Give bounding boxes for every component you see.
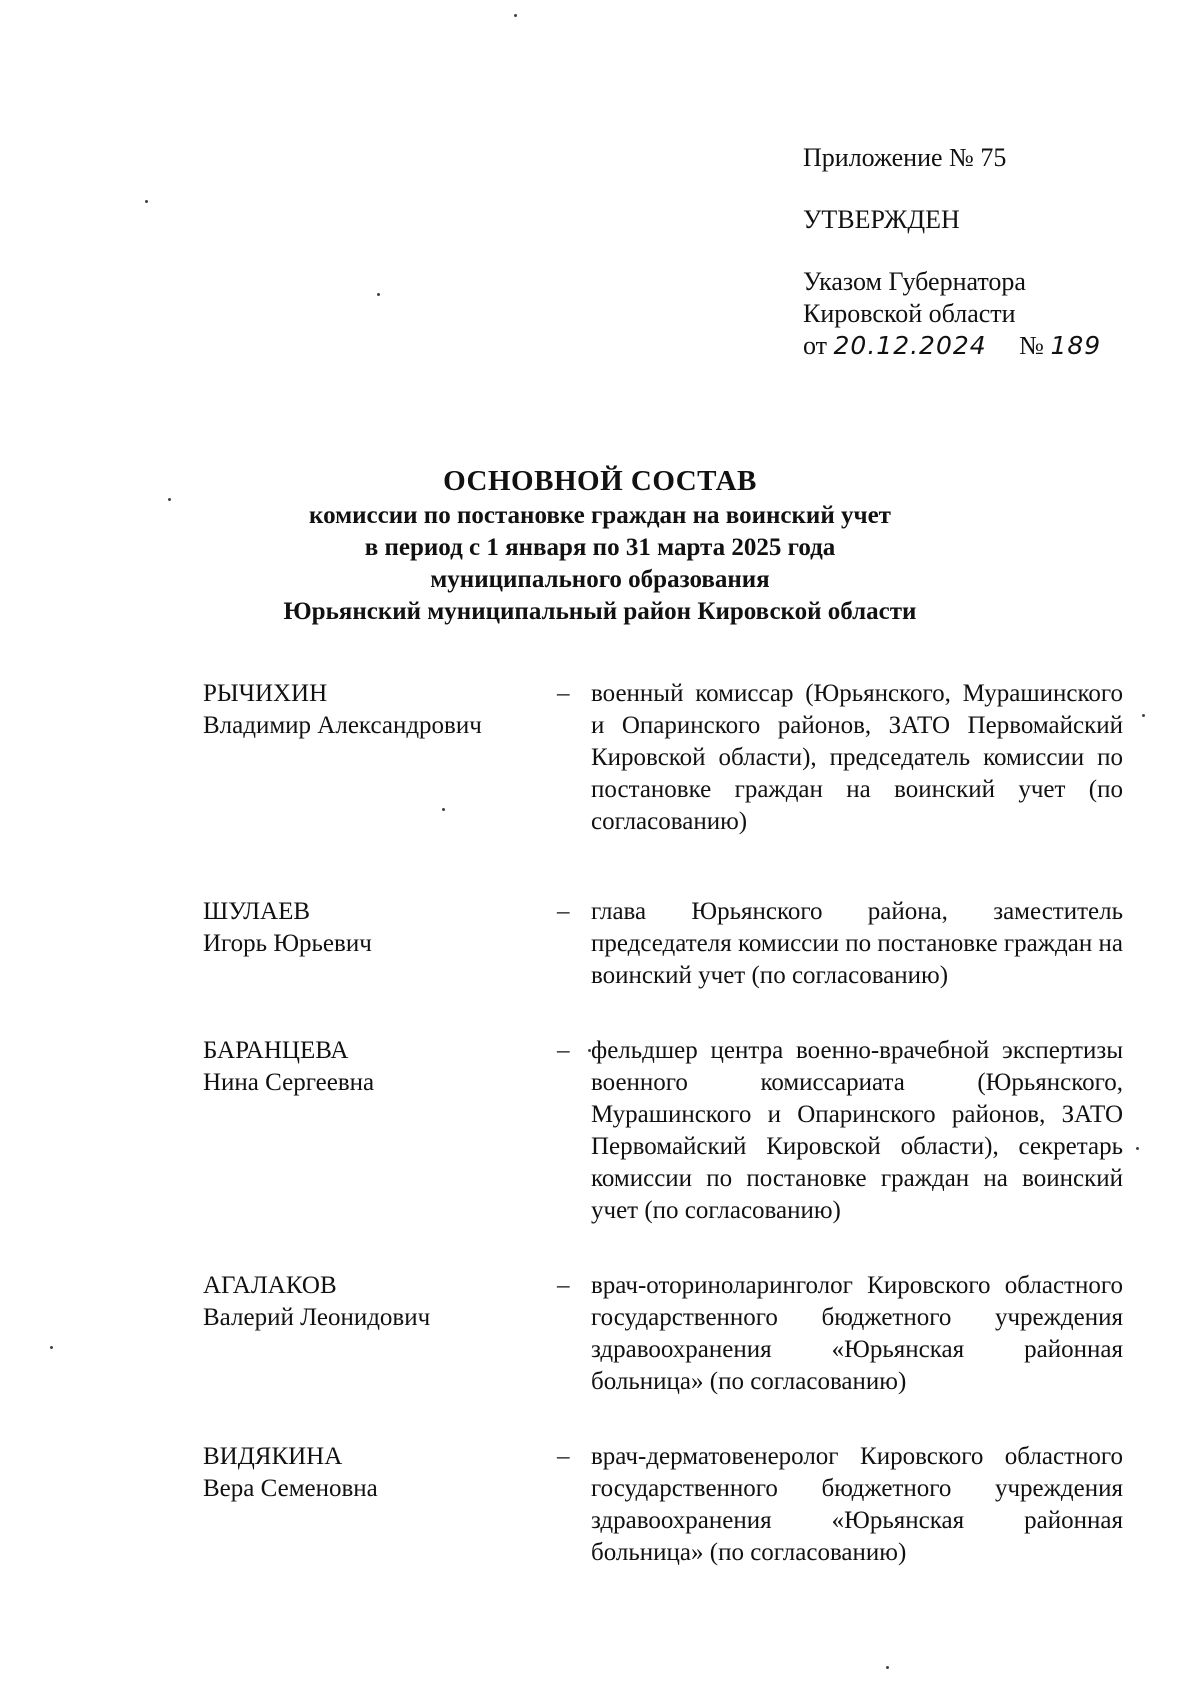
scan-speck [1136,1147,1139,1150]
date-prefix: от [803,331,828,360]
scan-speck [588,1049,591,1052]
member-given-names: Валерий Леонидович [203,1304,431,1331]
number-label: № [1019,331,1044,360]
scan-speck [1142,714,1145,717]
members-list [203,678,1123,1612]
member-name [203,1441,557,1569]
dash-separator: – [557,680,570,707]
member-surname: АГАЛАКОВ [203,1272,337,1299]
dash-separator: – [557,1272,570,1299]
decree-line-2: Кировской области [803,299,1016,328]
member-entry [203,1441,1123,1569]
dash-separator: – [557,1037,570,1064]
decree-date-row [803,330,1101,362]
document-title [0,462,1200,628]
member-surname: ШУЛАЕВ [203,898,311,925]
member-description: врач-дерматовенеролог Кировского областного государственного бюджетного учреждения здравоохранения «Юрьянская районная больница» (по согласованию) [591,1443,1123,1566]
decree-line-1: Указом Губернатора [803,267,1026,296]
scan-speck [886,1666,889,1669]
member-entry [203,678,1123,838]
scan-speck [50,1346,53,1349]
member-description: врач-оториноларинголог Кировского областного государственного бюджетного учреждения здравоохранения «Юрьянская районная больница» (по согласованию) [591,1272,1123,1395]
scan-speck [145,200,148,203]
member-name [203,1270,557,1398]
appendix-number: Приложение № 75 [803,143,1007,172]
member-description: глава Юрьянского района, заместитель председателя комиссии по постановке граждан на воинский учет (по согласованию) [591,898,1123,989]
scan-speck [442,808,445,811]
member-surname: РЫЧИХИН [203,680,328,707]
member-name [203,678,557,838]
dash-separator: – [557,1443,570,1470]
dash-separator: – [557,898,570,925]
member-given-names: Владимир Александрович [203,712,482,739]
title-line-5: Юрьянский муниципальный район Кировской области [283,598,917,625]
member-entry [203,1270,1123,1398]
member-name [203,1035,557,1227]
member-name [203,896,557,992]
title-line-2: комиссии по постановке граждан на воинский учет [309,502,891,529]
member-given-names: Нина Сергеевна [203,1069,375,1096]
title-line-3: в период с 1 января по 31 марта 2025 года [364,534,836,561]
approved-label: УТВЕРЖДЕН [803,205,960,234]
scan-speck [168,498,171,501]
member-entry [203,1035,1123,1227]
scan-speck [377,293,380,296]
approval-block [803,142,1101,362]
member-given-names: Вера Семеновна [203,1475,378,1502]
member-entry [203,896,1123,992]
member-surname: БАРАНЦЕВА [203,1037,349,1064]
handwritten-date: 20.12.2024 [833,331,987,360]
handwritten-number: 189 [1050,331,1102,360]
member-description: военный комиссар (Юрьянского, Мурашинского и Опаринского районов, ЗАТО Первомайский Кировской области), председатель комиссии по постановке граждан на воинский учет (по согласованию) [591,680,1123,835]
scan-speck [514,14,517,17]
member-description: фельдшер центра военно-врачебной экспертизы военного комиссариата (Юрьянского, Мурашинского и Опаринского районов, ЗАТО Первомайский Кировской области), секретарь комиссии по постановке граждан на воинский учет (по согласованию) [591,1037,1123,1224]
title-main: ОСНОВНОЙ СОСТАВ [443,465,757,497]
member-given-names: Игорь Юрьевич [203,930,372,957]
member-surname: ВИДЯКИНА [203,1443,343,1470]
title-line-4: муниципального образования [430,566,770,593]
